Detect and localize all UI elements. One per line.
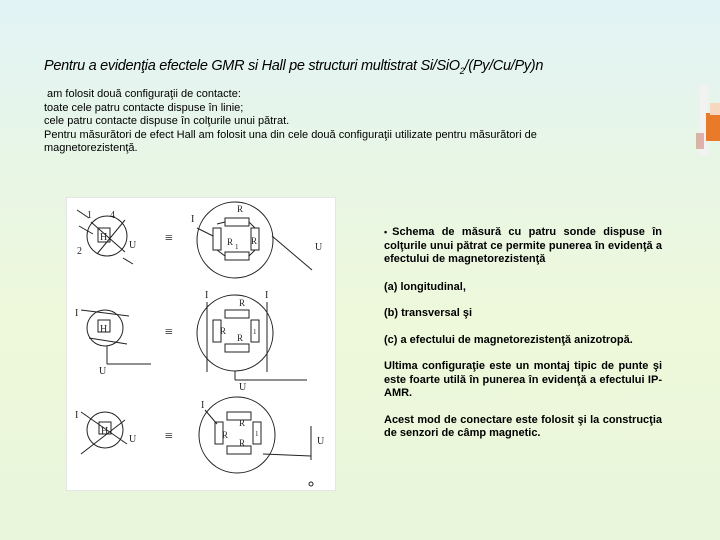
resistor-label-b-top: R [239,298,246,308]
resistor-sub-c: 1 [255,430,259,438]
voltage-label-a: U [129,240,137,251]
voltage-label-a2: U [315,242,323,253]
current-arrow-b [81,310,129,316]
explanation-paragraph: (c) a efectului de magnetorezistenţă anizotropă. [384,333,633,346]
voltage-label-b2: U [239,382,247,393]
resistor-label-a-mid: R [227,237,234,247]
resistor-bottom-b [225,344,249,352]
resistor-sub-b: 1 [253,328,257,336]
field-label-a: H [100,232,108,243]
circuit-diagram-figure [66,197,336,491]
resistor-top-a [225,218,249,226]
circuit-diagram-svg [67,198,335,490]
contact-label-1: 1 [87,210,92,221]
explanation-paragraph: (a) longitudinal, [384,280,466,293]
field-label-c: H [101,426,109,437]
intro-line: am folosit două configuraţii de contacte: [44,88,241,100]
contact-label-4: 4 [110,210,115,221]
voltage-label-b: U [99,366,107,377]
configuration-b [75,290,307,393]
intro-line: magnetorezistenţă. [44,142,138,154]
bridge-ring-b [197,295,273,371]
voltage-label-c: U [129,434,137,445]
resistor-bottom-a [225,252,249,260]
current-label-b3: I [265,290,269,301]
resistor-label-b-left: R [220,326,227,336]
explanation-paragraph: Acest mod de conectare este folosit şi la construcţia de senzori de câmp magnetic. [384,413,662,439]
resistor-label-a-top: R [237,204,244,214]
explanation-paragraph: • Schema de măsură cu patru sonde dispuse în colţurile unui pătrat ce permite punerea în evidenţă a efectului de magnetorezistenţă [384,226,662,265]
decorative-corner-bars [692,85,720,155]
equivalence-symbol-b: ≡ [165,325,173,340]
explanation-paragraph: Ultima configuraţie este un montaj tipic de punte şi este foarte utilă în punerea în evidenţă a efectului IP-AMR. [384,360,662,399]
intro-line: toate cele patru contacte dispuse în linie; [44,101,244,114]
resistor-label-c-left: R [222,430,229,440]
current-label-c2: I [201,400,205,411]
contact-label-2: 2 [77,246,82,257]
intro-line: Pentru măsurători de efect Hall am folosit una din cele două configuraţii utilizate pentru măsurători de [44,128,537,141]
slide-title: Pentru a evidenţia efectele GMR si Hall pe structuri multistrat Si/SiO$_2$/(Py/Cu/Py)n [44,58,544,76]
resistor-left-a [213,228,221,250]
resistor-label-a-right: R [251,236,258,246]
resistor-label-c-mid: R [239,438,246,448]
voltage-label-c2: U [317,436,325,447]
intro-text [44,88,644,156]
configuration-a [77,202,323,278]
resistor-sub-a: 1 [235,243,239,251]
explanation-paragraph: (b) transversal şi [384,307,473,319]
intro-line: cele patru contacte dispuse în colţurile unui pătrat. [44,115,290,127]
resistor-top-b [225,310,249,318]
bridge-ring-c [199,397,275,473]
bullet-icon: • [384,227,388,237]
current-label-c: I [75,410,79,421]
explanation-text [384,226,662,441]
resistor-label-c-top: R [239,418,246,428]
current-label-b2: I [205,290,209,301]
configuration-c [75,397,325,486]
resistor-label-b-mid: R [237,333,244,343]
current-label-b: I [75,308,79,319]
equivalence-symbol-c: ≡ [165,429,173,444]
bridge-ring-a [197,202,273,278]
equivalence-symbol-a: ≡ [165,231,173,246]
field-label-b: H [100,324,108,335]
current-label-a: I [191,214,195,225]
